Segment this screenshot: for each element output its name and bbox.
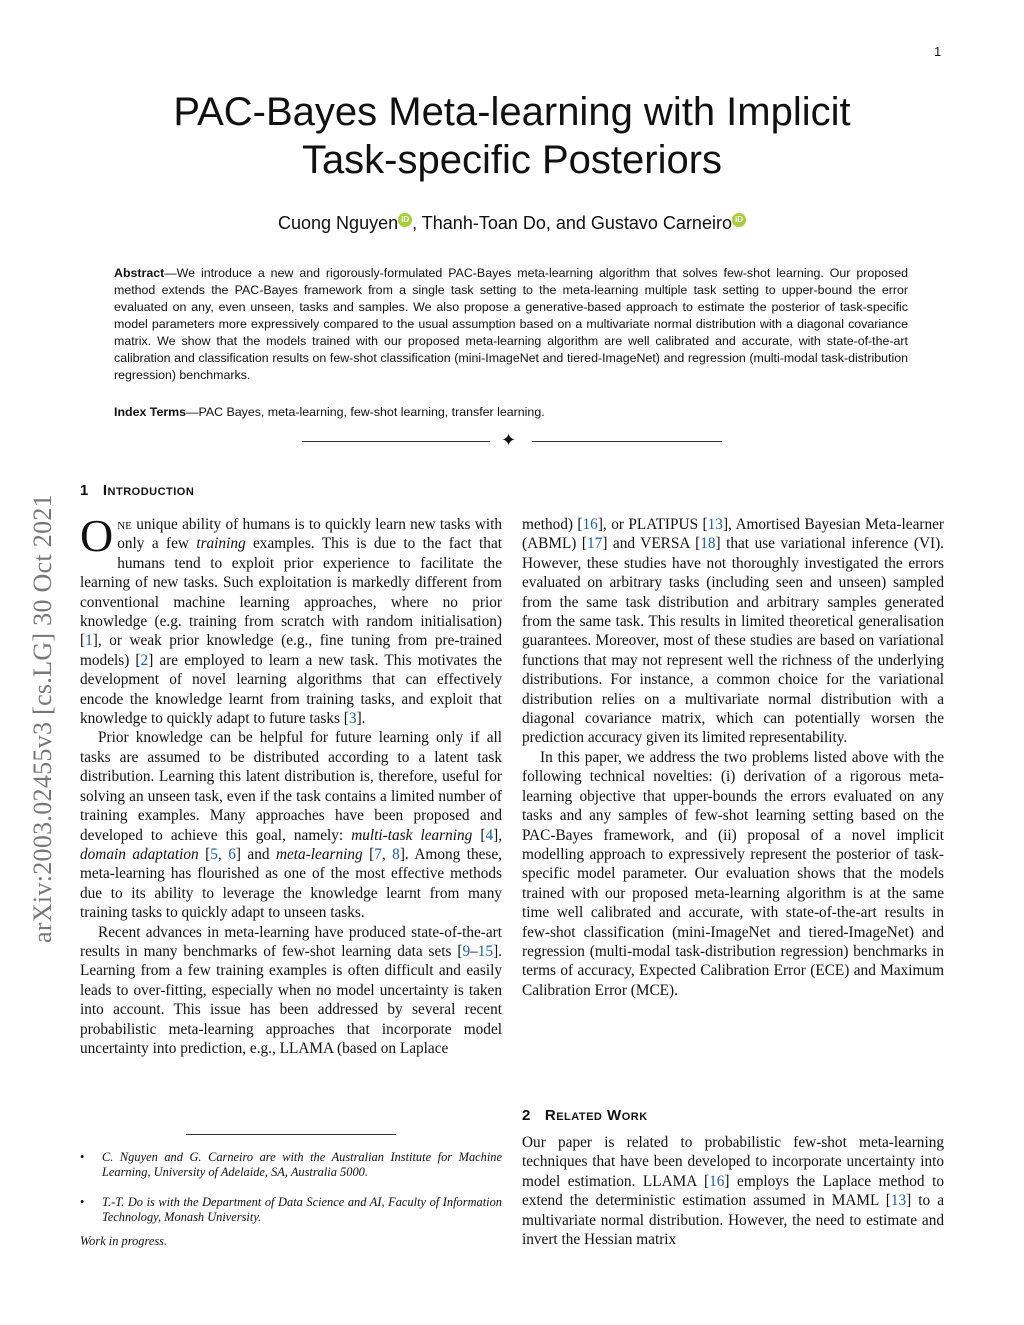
emphasis: domain adaptation xyxy=(80,845,199,863)
section-heading-related-work xyxy=(522,1107,648,1124)
text-run: ] to a multivariate normal distribution. However, the need to estimate and invert the Hessian matrix xyxy=(522,1192,944,1249)
text-run: [ xyxy=(198,845,211,863)
section-title: Related Work xyxy=(544,1107,648,1124)
text-run: Recent advances in meta-learning have produced state-of-the-art results in many benchmarks of few-shot learning data sets [ xyxy=(80,923,502,960)
emphasis: meta-learning xyxy=(275,845,363,863)
citation-link[interactable]: 13 xyxy=(707,516,723,533)
divider-star-icon: ✦ xyxy=(501,430,517,450)
citation-link[interactable]: 18 xyxy=(700,535,716,553)
citation-link[interactable]: 16 xyxy=(709,1172,725,1190)
divider-line-right xyxy=(532,441,722,442)
text-run: Prior knowledge can be helpful for future learning only if all tasks are assumed to be distributed according to a latent task distribution. Learning this latent distribution is, therefore, useful for solving an unseen task, even if the task contains a limited number of training examples. Many approaches have been proposed and developed to achieve this goal, namely: xyxy=(80,729,502,844)
title-line-2: Task-specific Posteriors xyxy=(301,138,723,182)
citation-link[interactable]: 6 xyxy=(228,845,236,863)
citation-link[interactable]: 13 xyxy=(890,1192,907,1210)
abstract-label: Abstract xyxy=(114,266,165,280)
intro-paragraph-5: In this paper, we address the two problems listed above with the following technical novelties: (i) derivation of a rigorous meta-learning objective that upper-bounds the errors evaluated on any tasks and any samples of few-shot learning setting based on the PAC-Bayes framework, and (ii) proposal of a novel implicit modelling approach to expressively represent the posterior of task-specific model parameter. Our evaluation shows that the models trained with our proposed meta-learning algorithm is at the same time well calibrated and accurate, with state-of-the-art results in few-shot classification (mini-ImageNet and tiered-ImageNet) and regression (multi-modal task-distribution regression) benchmarks in terms of accuracy, Expected Calibration Error (ECE) and Maximum Calibration Error (MCE). xyxy=(522,748,944,999)
abstract-text: —We introduce a new and rigorously-formulated PAC-Bayes meta-learning algorithm that solves few-shot learning. Our proposed method extends the PAC-Bayes framework from a single task setting to the meta-learning multiple task setting to upper-bound the error evaluated on any, even unseen, tasks and samples. We also propose a generative-based approach to estimate the posterior of task-specific model parameters more expressively compared to the usual assumption based on a multivariate normal distribution with a diagonal covariance matrix. We show that the models trained with our proposed meta-learning algorithm are well calibrated and accurate, with state-of-the-art calibration and classification results on few-shot classification (mini-ImageNet and tiered-ImageNet) and regression (multi-modal task-distribution regression) benchmarks. xyxy=(114,266,908,382)
bullet-icon: • xyxy=(80,1195,85,1209)
section-title: Introduction xyxy=(102,482,195,499)
citation-link[interactable]: 16 xyxy=(582,516,598,533)
drop-cap: O xyxy=(80,510,114,561)
citation-link[interactable]: 4 xyxy=(485,826,494,844)
arxiv-identifier: arXiv:2003.02455v3 [cs.LG] 30 Oct 2021 xyxy=(28,494,57,943)
text-run: ] employs the Laplace method to extend the deterministic estimation assumed in MAML [ xyxy=(522,1172,944,1210)
text-run: [ xyxy=(472,826,486,844)
text-run: ]. xyxy=(356,710,366,728)
author-1: Cuong Nguyen xyxy=(278,213,399,233)
citation-link[interactable]: 7 xyxy=(374,845,382,863)
emphasis: training xyxy=(196,535,246,553)
text-run: method) [ xyxy=(522,516,583,533)
small-caps-text: ne xyxy=(117,516,132,533)
text-run: , xyxy=(217,845,229,863)
section-number: 1 xyxy=(80,482,89,499)
citation-link[interactable]: 15 xyxy=(477,942,494,960)
text-run: ] that use variational inference (VI). However, these studies have not thoroughly investigated the errors evaluated on arbitrary tasks (including seen and unseen) sampled from the same task distribution and arbitrary samples generated from the same task. This results in limited theoretical generalisation guarantees. Moreover, most of these studies are based on variational functions that may not represent well the richness of the underlying distributions. For instance, a common choice for the variational distribution relies on a multivariate normal distribution with a diagonal covariance matrix, which can potentially worsen the prediction accuracy given its limited representability. xyxy=(522,535,945,747)
citation-link[interactable]: 9 xyxy=(462,942,471,960)
index-terms-label: Index Terms xyxy=(114,405,187,419)
section-number: 2 xyxy=(522,1107,531,1124)
section-heading-introduction xyxy=(80,482,194,499)
footnote-2 xyxy=(80,1195,502,1225)
citation-link[interactable]: 5 xyxy=(210,845,218,863)
intro-paragraph-2 xyxy=(80,728,502,922)
index-terms xyxy=(114,405,908,419)
citation-link[interactable]: 2 xyxy=(140,651,149,669)
author-list xyxy=(112,213,912,234)
text-run: ] and xyxy=(235,845,276,863)
intro-paragraph-3 xyxy=(80,923,502,1059)
emphasis: multi-task learning xyxy=(351,826,473,844)
section-divider xyxy=(302,432,722,452)
text-run: ], or weak prior knowledge (e.g., fine tuning from pre-trained models) [ xyxy=(80,632,502,669)
text-run: ], or PLATIPUS [ xyxy=(597,516,708,533)
text-run: [ xyxy=(362,845,375,863)
footnote-1 xyxy=(80,1150,502,1180)
author-rest: , Thanh-Toan Do, and Gustavo Carneiro xyxy=(412,213,732,233)
related-paragraph-1 xyxy=(522,1133,944,1249)
text-run: ]. Learning from a few training examples is often difficult and easily leads to over-fitting, especially when no model uncertainty is taken into account. This issue has been addressed by several recent probabilistic meta-learning approaches that incorporate model uncertainty into prediction, e.g., LLAMA (based on Laplace xyxy=(80,942,502,1057)
text-run: ], xyxy=(493,826,503,844)
left-column xyxy=(80,510,503,1058)
index-terms-text: —PAC Bayes, meta-learning, few-shot learning, transfer learning. xyxy=(186,405,545,419)
citation-link[interactable]: 1 xyxy=(85,632,93,650)
footnote-text: C. Nguyen and G. Carneiro are with the Australian Institute for Machine Learning, University of Adelaide, SA, Australia 5000. xyxy=(102,1150,502,1179)
text-run: – xyxy=(470,942,478,960)
related-work-text xyxy=(522,1133,944,1249)
intro-paragraph-4 xyxy=(522,515,944,748)
work-in-progress-note: Work in progress. xyxy=(80,1234,168,1248)
footnote-text: T.-T. Do is with the Department of Data Science and AI, Faculty of Information Technology, Monash University. xyxy=(102,1195,502,1224)
text-run: examples. This is due to the fact that humans tend to exploit prior experience to facilitate the learning of new tasks. Such exploitation is markedly different from conventional machine learning approaches, where no prior knowledge (e.g. training from scratch with random initialisation) [ xyxy=(80,535,502,650)
divider-line-left xyxy=(302,441,490,442)
intro-paragraph-1 xyxy=(80,510,503,728)
page-number: 1 xyxy=(934,44,942,59)
text-run: ]. Among these, meta-learning has flourished as one of the most effective methods due to its ability to leverage the knowledge learnt from many training tasks to quickly adapt to unseen tasks. xyxy=(80,845,502,922)
paper-title xyxy=(112,88,912,184)
text-run: ], Amortised Bayesian Meta-learner (ABML) [ xyxy=(522,516,944,553)
orcid-icon[interactable]: iD xyxy=(732,213,746,227)
citation-link[interactable]: 17 xyxy=(587,535,603,553)
footnote-rule xyxy=(186,1134,396,1135)
citation-link[interactable]: 3 xyxy=(348,710,357,728)
text-run: , xyxy=(381,845,393,863)
citation-link[interactable]: 8 xyxy=(392,845,400,863)
right-column xyxy=(522,515,944,1000)
abstract xyxy=(114,265,908,384)
bullet-icon: • xyxy=(80,1150,85,1164)
text-run: ] and VERSA [ xyxy=(602,535,701,553)
text-run: ] are employed to learn a new task. This motivates the development of novel learning algorithms that can effectively encode the knowledge learnt from training tasks, and exploit that knowledge to quickly adapt to future tasks [ xyxy=(80,651,503,728)
text-run: Our paper is related to probabilistic few-shot meta-learning techniques that have been developed to incorporate uncertainty into model estimation. LLAMA [ xyxy=(522,1134,944,1190)
orcid-icon[interactable]: iD xyxy=(398,213,412,227)
text-run: unique ability of humans is to quickly learn new tasks with only a few xyxy=(117,516,502,553)
title-line-1: PAC-Bayes Meta-learning with Implicit xyxy=(173,90,851,134)
